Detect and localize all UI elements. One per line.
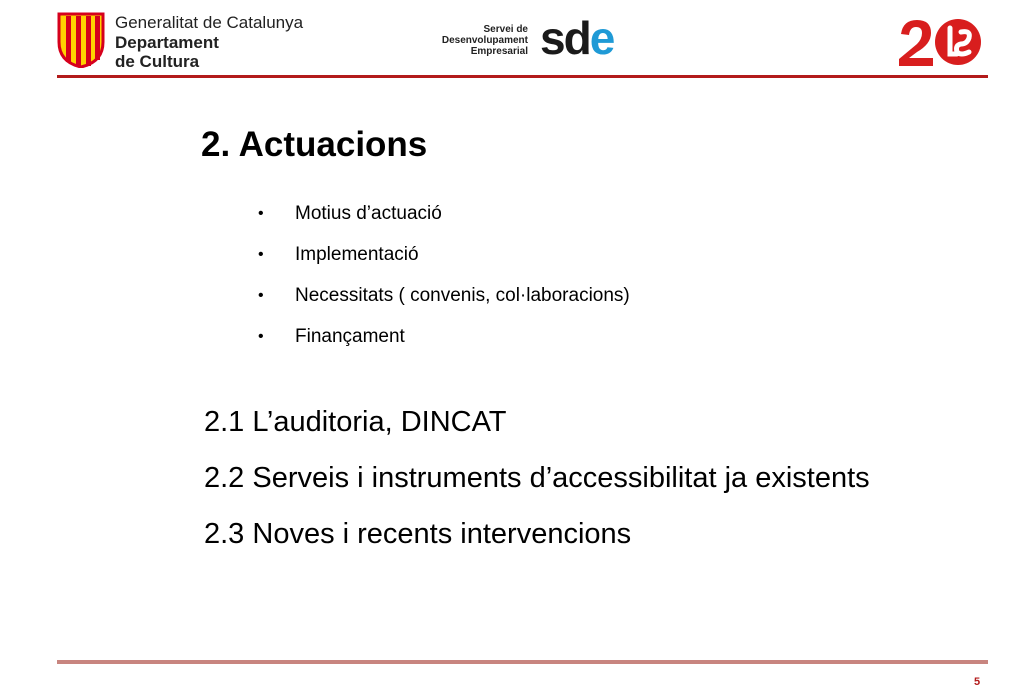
footer-rule [57,660,988,664]
section-item: 2.2 Serveis i instruments d’accessibilitat ja existents [204,462,870,494]
bullet-item: • Motius d’actuació [258,202,630,243]
sde-caption [442,24,528,57]
header-rule [57,75,988,78]
sde-mark-s: s [540,12,564,64]
catalan-flag-shield-icon [57,12,105,68]
sde-caption-line1: Servei de [483,24,528,35]
sde-mark-d: d [563,12,590,64]
sde-wordmark [540,12,613,64]
sde-caption-line3: Empresarial [470,46,528,57]
bullet-item: • Finançament [258,325,630,366]
page-number: 5 [974,676,981,688]
gencat-org-name: Generalitat de Catalunya [115,13,304,32]
sde-mark-e: e [589,12,614,64]
bullet-list [258,202,630,366]
sde-logo [436,10,612,68]
gencat-logo [57,12,327,70]
anniversary-20-logo-icon [895,14,987,70]
section-list [204,404,870,572]
section-item: 2.1 L’auditoria, DINCAT [204,406,507,438]
slide-title: 2. Actuacions [201,125,428,164]
gencat-dept-line1: Departament [115,33,219,52]
sde-caption-line2: Desenvolupament [441,35,528,46]
gencat-dept-line2: de Cultura [115,52,200,71]
section-item: 2.3 Noves i recents intervencions [204,518,632,550]
bullet-item: • Necessitats ( convenis, col·laboracions) [258,284,630,325]
bullet-item: • Implementació [258,243,630,284]
